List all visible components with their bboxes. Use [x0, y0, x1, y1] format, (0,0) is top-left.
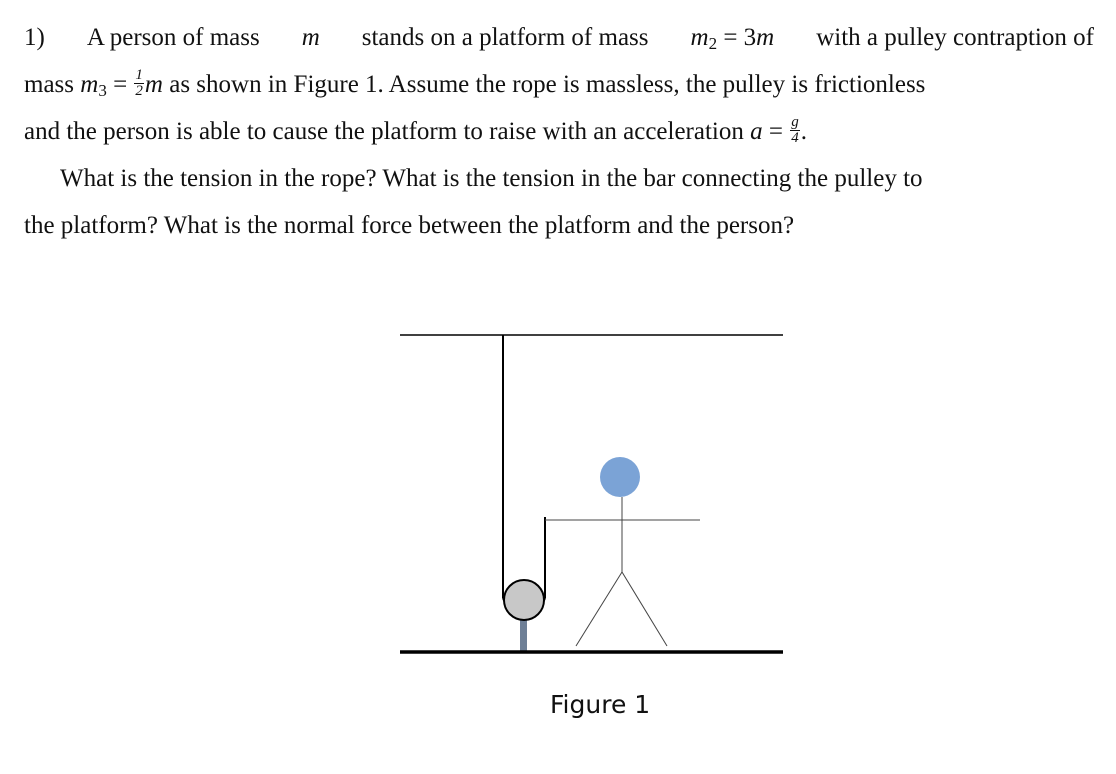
person-head [600, 457, 640, 497]
text-segment: with a pulley contraption of [816, 24, 1094, 51]
fraction-half: $\frac{1}{2}$ [135, 66, 143, 99]
symbol-m: m [301, 24, 320, 51]
text-segment: mass [24, 71, 74, 98]
equation-acceleration: a = $\frac{g}{4}$ . [750, 113, 807, 146]
text-segment: A person of mass [86, 24, 260, 51]
question-text: the platform? What is the normal force between the platform and the person? [24, 212, 795, 239]
equation-m3: $m_3$ = $\frac{1}{2}$ m [80, 66, 163, 100]
person-left-leg [576, 572, 622, 646]
question-text: What is the tension in the rope? What is the tension in the bar connecting the pulley to [60, 165, 923, 192]
text-segment: as shown in Figure 1. Assume the rope is massless, the pulley is frictionless [169, 71, 926, 98]
figure-caption: Figure 1 [550, 690, 651, 719]
fraction-g-over-4: $\frac{g}{4}$ [791, 113, 799, 146]
text-segment: stands on a platform of mass [361, 24, 649, 51]
problem-number: 1) [24, 24, 45, 51]
text-segment: and the person is able to cause the platform to raise with an acceleration [24, 118, 744, 145]
person-right-leg [622, 572, 667, 646]
pulley-wheel [504, 580, 544, 620]
equation-m2: $m_2 = 3m$ [690, 24, 775, 53]
